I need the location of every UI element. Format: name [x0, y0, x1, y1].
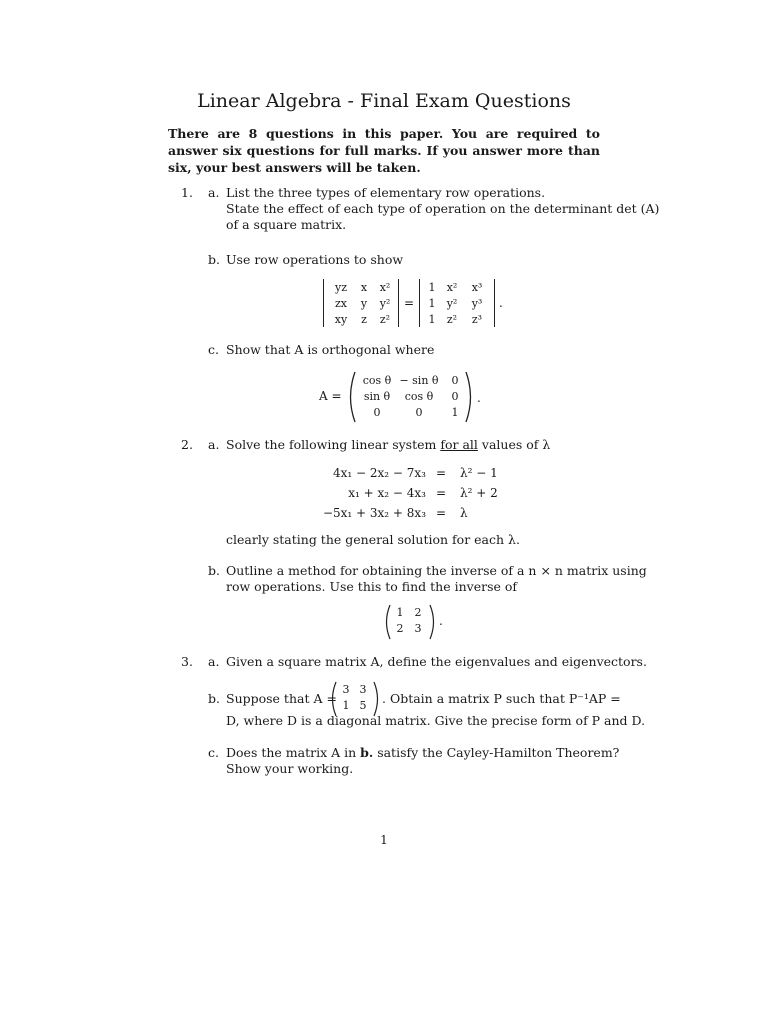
det-right-bar-close	[494, 279, 495, 327]
q3-part-c-line2: Show your working.	[226, 761, 354, 776]
q2-part-b-label: b.	[208, 563, 220, 578]
q3-part-a-label: a.	[208, 654, 220, 669]
equation-2-eq: =	[436, 486, 447, 500]
matrix-a-end-dot: .	[477, 391, 481, 405]
q2-part-a-text	[226, 437, 550, 453]
det-right-cell: z²	[446, 313, 458, 326]
det-left-cell: zx	[335, 297, 347, 310]
q3-c-post: satisfy the Cayley-Hamilton Theorem?	[373, 745, 620, 760]
det-right-bar-open	[419, 279, 420, 327]
q2-part-a-after: clearly stating the general solution for each λ.	[226, 532, 520, 547]
q2-a-text-underlined: for all	[440, 437, 478, 452]
matrix-a-cell: cos θ	[362, 374, 392, 387]
equation-2-lhs: x₁ + x₂ − 4x₃	[348, 486, 426, 500]
page-number: 1	[380, 833, 388, 847]
det-equals: =	[404, 296, 415, 310]
q3-part-c-line1	[226, 745, 619, 761]
det-left-cell: x	[360, 281, 368, 294]
question-3-number: 3.	[181, 654, 193, 669]
left-paren-icon	[345, 371, 357, 423]
q1-part-c-text: Show that A is orthogonal where	[226, 342, 435, 357]
inverse-matrix-cell: 2	[396, 622, 404, 635]
equation-1-eq: =	[436, 466, 447, 480]
inverse-matrix-cell: 3	[414, 622, 422, 635]
inverse-matrix-cell: 2	[414, 606, 422, 619]
right-paren-icon	[464, 371, 476, 423]
matrix-b-cell: 1	[342, 699, 350, 712]
q3-c-bold-ref: b.	[360, 745, 374, 760]
exam-instructions: There are 8 questions in this paper. You are required to answer six questions for full marks. If you answer more than six, your best answers will be taken.	[168, 126, 600, 175]
inverse-matrix-cell: 1	[396, 606, 404, 619]
det-left-cell: yz	[334, 281, 347, 294]
q3-part-b-label: b.	[208, 691, 220, 706]
q3-part-b-line2: D, where D is a diagonal matrix. Give the precise form of P and D.	[226, 713, 646, 728]
matrix-a-cell: 1	[451, 406, 459, 419]
q2-part-b-line2: row operations. Use this to find the inverse of	[226, 579, 518, 594]
det-left-cell: z²	[379, 313, 391, 326]
q2-a-text-post: values of λ	[477, 437, 551, 452]
matrix-b-cell: 3	[342, 683, 350, 696]
equation-3-eq: =	[436, 506, 447, 520]
det-right-cell: x³	[471, 281, 483, 294]
det-right-cell: 1	[428, 281, 436, 294]
right-paren-icon	[428, 604, 438, 640]
det-left-cell: z	[361, 313, 367, 326]
det-left-cell: x²	[379, 281, 391, 294]
det-right-cell: y²	[446, 297, 458, 310]
q1-part-b-label: b.	[208, 252, 220, 267]
q1-part-a-label: a.	[208, 185, 220, 200]
det-left-bar-close	[398, 279, 399, 327]
matrix-b-cell: 3	[359, 683, 367, 696]
q3-c-pre: Does the matrix A in	[226, 745, 361, 760]
det-left-cell: xy	[334, 313, 348, 326]
question-1-number: 1.	[181, 185, 193, 200]
det-left-matrix	[328, 281, 396, 327]
q1-part-a-line1: List the three types of elementary row operations.	[226, 185, 546, 200]
matrix-a-cell: sin θ	[363, 390, 391, 403]
q2-part-a-label: a.	[208, 437, 220, 452]
q2-part-b-line1: Outline a method for obtaining the inverse of a n × n matrix using	[226, 563, 647, 578]
q3-part-b-post: . Obtain a matrix P such that P⁻¹AP =	[382, 691, 621, 706]
q3-part-b-pre: Suppose that A =	[226, 691, 337, 706]
det-left-cell: y²	[379, 297, 391, 310]
det-right-cell: 1	[428, 297, 436, 310]
det-end-dot: .	[499, 296, 503, 310]
matrix-a-lhs: A =	[319, 389, 342, 403]
det-left-cell: y	[360, 297, 368, 310]
matrix-a-cell: 0	[373, 406, 381, 419]
equation-2-rhs: λ² + 2	[460, 486, 498, 500]
matrix-a-cell: cos θ	[404, 390, 434, 403]
page-title: Linear Algebra - Final Exam Questions	[197, 90, 571, 112]
left-paren-icon	[328, 681, 338, 717]
q1-part-b-text: Use row operations to show	[226, 252, 404, 267]
det-right-cell: y³	[471, 297, 483, 310]
equation-3-rhs: λ	[460, 506, 468, 520]
det-left-bar-open	[323, 279, 324, 327]
question-2-number: 2.	[181, 437, 193, 452]
equation-1-rhs: λ² − 1	[460, 466, 498, 480]
matrix-a-cell: − sin θ	[399, 374, 439, 387]
q1-part-a-line3: of a square matrix.	[226, 217, 347, 232]
q1-part-c-label: c.	[208, 342, 219, 357]
left-paren-icon	[382, 604, 392, 640]
matrix-b	[338, 683, 372, 713]
det-right-matrix	[424, 281, 490, 327]
q3-part-a-text: Given a square matrix A, define the eigenvalues and eigenvectors.	[226, 654, 647, 669]
right-paren-icon	[372, 681, 382, 717]
q1-part-a-line2: State the effect of each type of operation on the determinant det (A)	[226, 201, 660, 216]
inverse-matrix-end-dot: .	[439, 614, 443, 628]
matrix-b-cell: 5	[359, 699, 367, 712]
matrix-a-cell: 0	[451, 390, 459, 403]
det-right-cell: x²	[446, 281, 458, 294]
q3-part-c-label: c.	[208, 745, 219, 760]
q2-a-text-pre: Solve the following linear system	[226, 437, 441, 452]
det-right-cell: z³	[471, 313, 483, 326]
equation-3-lhs: −5x₁ + 3x₂ + 8x₃	[322, 506, 426, 520]
equation-1-lhs: 4x₁ − 2x₂ − 7x₃	[332, 466, 426, 480]
matrix-a	[358, 374, 468, 420]
matrix-a-cell: 0	[415, 406, 423, 419]
inverse-matrix	[392, 606, 428, 636]
matrix-a-cell: 0	[451, 374, 459, 387]
det-right-cell: 1	[428, 313, 436, 326]
